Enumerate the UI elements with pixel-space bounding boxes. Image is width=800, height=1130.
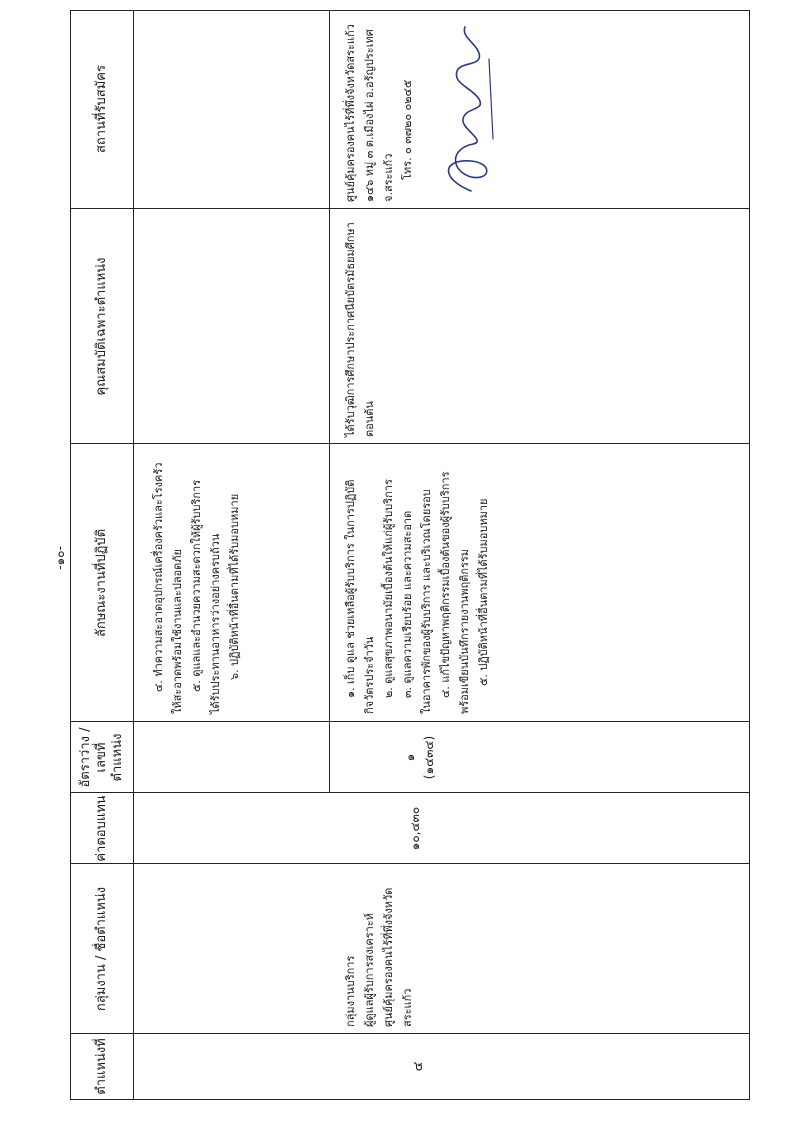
header-duties: ลักษณะงานที่ปฏิบัติ xyxy=(94,528,109,638)
duty-line: ๕. ปฏิบัติหน้าที่อื่นตามที่ได้รับมอบหมาย xyxy=(477,498,490,686)
table-frame xyxy=(70,10,750,1100)
duty-line: ๔. ทำความสะอาดอุปกรณ์เครื่องครัวและโรงครัว xyxy=(152,462,165,692)
duty-line: พร้อมเขียนบันทึกรายงานพฤติกรรม xyxy=(458,548,471,714)
group-line: สระแก้ว xyxy=(401,988,414,1027)
row-no: ๔ xyxy=(411,1061,426,1072)
col-divider xyxy=(71,443,749,444)
row-place xyxy=(341,12,417,202)
header-pay: ค่าตอบแทน xyxy=(94,795,109,862)
qual-line: ได้รับวุฒิการศึกษาประกาศนียบัตรมัธยมศึกษา xyxy=(344,222,357,437)
duty-line: ๓. ดูแลความเรียบร้อย และความสะอาด xyxy=(401,510,414,698)
header-no: ตำแหน่งที่ xyxy=(94,1038,109,1095)
page-number: -๑๐- xyxy=(53,546,67,570)
row-vacancy xyxy=(401,722,439,793)
row-divider xyxy=(329,11,330,793)
group-line: กลุ่มงานบริการ xyxy=(344,955,357,1027)
place-line: จ.สระแก้ว xyxy=(382,153,395,202)
qual-line: ตอนต้น xyxy=(363,401,376,437)
signature xyxy=(431,19,511,199)
header-divider xyxy=(133,11,134,1099)
duty-line: ๖. ปฏิบัติหน้าที่อื่นตามที่ได้รับมอบหมาย xyxy=(228,493,241,680)
prev-duties xyxy=(149,449,244,714)
row-qualification xyxy=(341,212,379,437)
header-place: สถานที่รับสมัคร xyxy=(94,65,109,153)
group-line: ผู้ดูแลผู้รับการสงเคราะห์ xyxy=(363,913,376,1027)
duty-line: ๔. แก้ไขปัญหาพฤติกรรมเบื้องต้นของผู้รับบริการ xyxy=(439,471,452,698)
duty-line: กิจวัตรประจำวัน xyxy=(363,636,376,714)
place-line: โทร. ๐ ๓๗๒๐ ๐๒๔๕ xyxy=(401,79,414,180)
duty-line: ได้รับประทานอาหารว่างอย่างครบถ้วน xyxy=(209,533,222,714)
place-line: ศูนย์คุ้มครองคนไร้ที่พึ่งจังหวัดสระแก้ว xyxy=(344,24,357,202)
place-line: ๑๔๖ หมู่ ๓ ต.เมืองไผ่ อ.อรัญประเทศ xyxy=(363,29,376,202)
position-table xyxy=(70,10,750,1100)
duty-line: ให้สะอาดพร้อมใช้งานและปลอดภัย xyxy=(171,549,184,714)
row-duties xyxy=(341,449,493,714)
duty-line: ๒. ดูแลสุขภาพอนามัยเบื้องต้นให้แก่ผู้รับบริการ xyxy=(382,479,395,698)
duty-line: ๕. ดูแลและอำนวยความสะดวกให้ผู้รับบริการ xyxy=(190,479,203,692)
header-qual: คุณสมบัติเฉพาะตำแหน่ง xyxy=(94,257,109,396)
group-line: ศูนย์คุ้มครองคนไร้ที่พึ่งจังหวัด xyxy=(382,887,395,1027)
vacancy-count: ๑ xyxy=(403,753,417,762)
position-number: (๑๔๓๔) xyxy=(422,735,436,780)
header-vacancy: อัตราว่าง / เลขที่ตำแหน่ง xyxy=(78,727,125,788)
header-group: กลุ่มงาน / ชื่อตำแหน่ง xyxy=(94,886,109,1012)
row-group xyxy=(341,867,417,1027)
row-pay: ๑๐,๔๓๐ xyxy=(408,806,422,851)
duty-line: ๑. เก็บ ดูแล ช่วยเหลือผู้รับบริการ ในการปฏิบัติ xyxy=(344,479,357,698)
col-divider xyxy=(71,208,749,209)
rotated-page xyxy=(70,10,750,1100)
duty-line: ในอาคารพักของผู้รับบริการ และบริเวณโดยรอบ xyxy=(420,489,433,714)
